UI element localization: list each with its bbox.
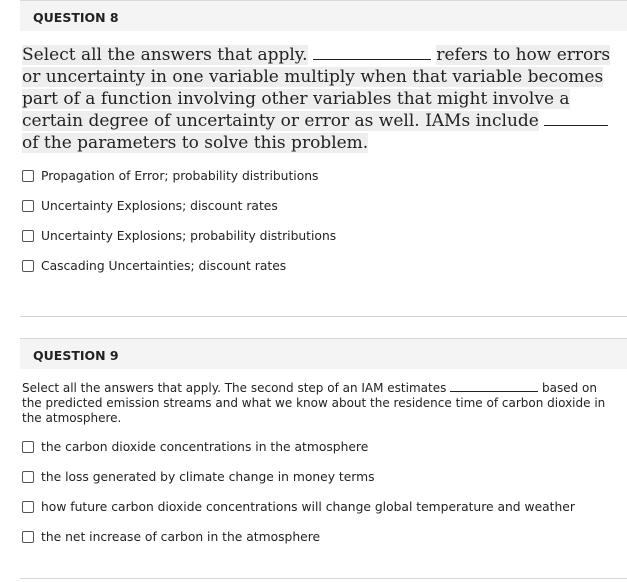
question-9-header bbox=[20, 338, 627, 369]
question-9-text bbox=[22, 381, 618, 426]
checkbox[interactable] bbox=[22, 441, 34, 453]
q8-option-1[interactable] bbox=[22, 168, 318, 184]
q9-option-4[interactable] bbox=[22, 529, 320, 545]
question-9-text-part1: Select all the answers that apply. The second step of an IAM estimates bbox=[22, 381, 447, 395]
question-8-title: QUESTION 8 bbox=[33, 10, 119, 25]
checkbox[interactable] bbox=[22, 200, 34, 212]
checkbox[interactable] bbox=[22, 230, 34, 242]
q9-option-3[interactable] bbox=[22, 499, 575, 515]
q8-option-4[interactable] bbox=[22, 258, 286, 274]
question-8-text-part2: refers to how errors or uncertainty in one variable multiply when that variable becomes part of a function involving other variables that might involve a certain degree of uncertainty or error as well. IAMs include bbox=[22, 45, 611, 131]
answer-blank-2 bbox=[544, 124, 608, 126]
bottom-divider bbox=[20, 578, 627, 579]
checkbox[interactable] bbox=[22, 471, 34, 483]
question-divider bbox=[20, 316, 627, 317]
q8-option-2[interactable] bbox=[22, 198, 278, 214]
q8-option-4-label: Cascading Uncertainties; discount rates bbox=[41, 259, 287, 273]
question-8-header bbox=[20, 0, 627, 31]
q9-option-1-label: the carbon dioxide concentrations in the atmosphere bbox=[41, 440, 369, 454]
q9-option-3-label: how future carbon dioxide concentrations will change global temperature and weather bbox=[41, 500, 575, 514]
checkbox[interactable] bbox=[22, 260, 34, 272]
checkbox[interactable] bbox=[22, 501, 34, 513]
q8-option-3-label: Uncertainty Explosions; probability distributions bbox=[41, 229, 337, 243]
q8-option-2-label: Uncertainty Explosions; discount rates bbox=[41, 199, 278, 213]
answer-blank-1 bbox=[313, 58, 431, 60]
q8-option-1-label: Propagation of Error; probability distributions bbox=[41, 169, 319, 183]
question-9-title: QUESTION 9 bbox=[33, 348, 119, 363]
checkbox[interactable] bbox=[22, 170, 34, 182]
question-8-text bbox=[22, 44, 622, 154]
q9-option-2-label: the loss generated by climate change in money terms bbox=[41, 470, 375, 484]
question-8-text-part1: Select all the answers that apply. bbox=[22, 45, 308, 65]
question-8-text-part3: of the parameters to solve this problem. bbox=[22, 133, 369, 153]
q8-option-3[interactable] bbox=[22, 228, 336, 244]
answer-blank-3 bbox=[450, 390, 538, 392]
q9-option-4-label: the net increase of carbon in the atmosphere bbox=[41, 530, 321, 544]
question-9-text-part2: based on the predicted emission streams and what we know about the residence time of carbon dioxide in the atmosphere. bbox=[22, 381, 606, 425]
checkbox[interactable] bbox=[22, 531, 34, 543]
q9-option-2[interactable] bbox=[22, 469, 375, 485]
q9-option-1[interactable] bbox=[22, 439, 368, 455]
